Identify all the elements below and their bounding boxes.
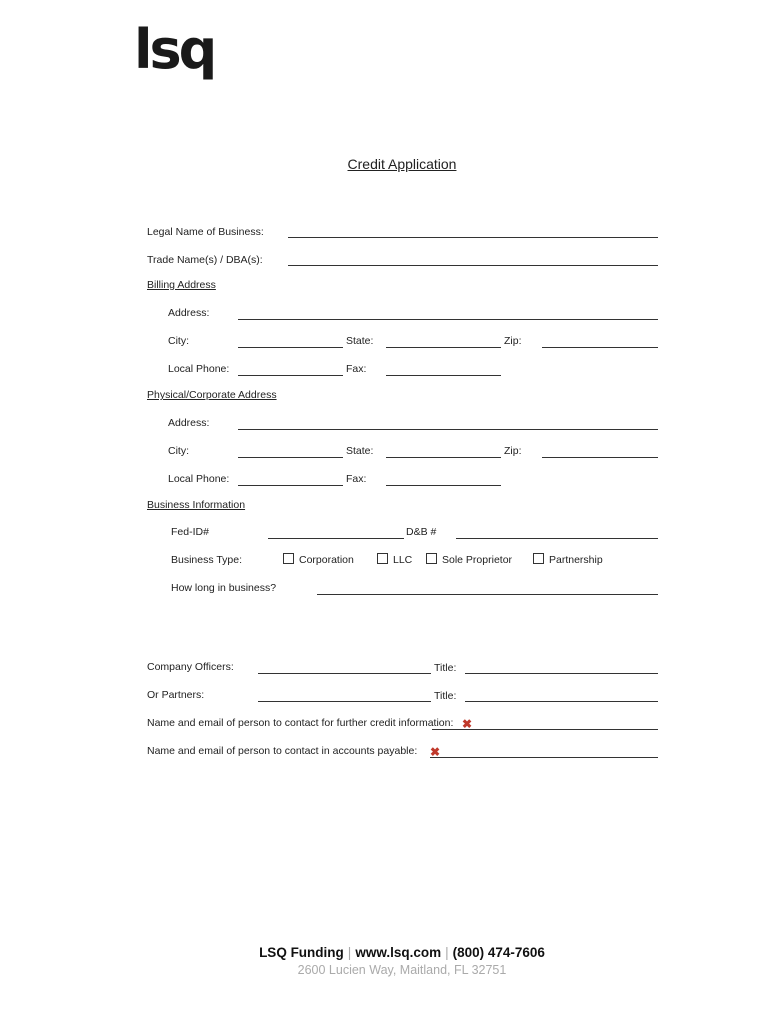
error-x-icon: ✖ [462, 717, 473, 731]
how-long-field[interactable] [317, 594, 658, 595]
company-officers-label: Company Officers: [147, 661, 234, 673]
business-type-label: Business Type: [171, 554, 243, 566]
credit-contact-field[interactable] [432, 729, 658, 730]
fed-id-field[interactable] [268, 538, 404, 539]
partner-title-label: Title: [434, 690, 457, 702]
trade-names-field[interactable] [288, 265, 658, 266]
physical-phone-label: Local Phone: [168, 473, 230, 485]
physical-city-field[interactable] [238, 457, 343, 458]
ap-contact-label: Name and email of person to contact in accounts payable: [147, 745, 418, 757]
partnership-checkbox[interactable] [533, 553, 544, 564]
physical-state-label: State: [346, 445, 374, 457]
lsq-logo: lsq [134, 18, 215, 81]
footer-website[interactable]: www.lsq.com [355, 945, 442, 960]
physical-address-heading: Physical/Corporate Address [147, 389, 277, 401]
billing-phone-field[interactable] [238, 375, 343, 376]
ap-contact-field[interactable] [430, 757, 658, 758]
physical-address-label: Address: [168, 417, 210, 429]
partners-field[interactable] [258, 701, 431, 702]
billing-fax-field[interactable] [386, 375, 501, 376]
billing-state-field[interactable] [386, 347, 501, 348]
partnership-label: Partnership [549, 554, 603, 566]
fed-id-label: Fed-ID# [171, 526, 209, 538]
billing-address-label: Address: [168, 307, 210, 319]
billing-city-field[interactable] [238, 347, 343, 348]
physical-fax-field[interactable] [386, 485, 501, 486]
physical-zip-label: Zip: [504, 445, 522, 457]
error-x-icon: ✖ [430, 745, 441, 759]
footer-address: 2600 Lucien Way, Maitland, FL 32751 [297, 963, 507, 977]
physical-state-field[interactable] [386, 457, 501, 458]
footer-phone: (800) 474-7606 [452, 945, 545, 960]
partner-title-field[interactable] [465, 701, 658, 702]
billing-zip-label: Zip: [504, 335, 522, 347]
llc-checkbox[interactable] [377, 553, 388, 564]
footer-company: LSQ Funding [259, 945, 344, 960]
sole-proprietor-checkbox[interactable] [426, 553, 437, 564]
footer-contact-line [0, 945, 770, 960]
footer-separator: | [347, 945, 352, 960]
physical-phone-field[interactable] [238, 485, 343, 486]
or-partners-label: Or Partners: [147, 689, 205, 701]
billing-city-label: City: [168, 335, 189, 347]
officer-title-field[interactable] [465, 673, 658, 674]
billing-zip-field[interactable] [542, 347, 658, 348]
billing-phone-label: Local Phone: [168, 363, 230, 375]
billing-address-field[interactable] [238, 319, 658, 320]
db-label: D&B # [406, 526, 437, 538]
corporation-label: Corporation [299, 554, 354, 566]
company-officers-field[interactable] [258, 673, 431, 674]
legal-name-field[interactable] [288, 237, 658, 238]
billing-fax-label: Fax: [346, 363, 367, 375]
officer-title-label: Title: [434, 662, 457, 674]
physical-city-label: City: [168, 445, 189, 457]
physical-address-field[interactable] [238, 429, 658, 430]
billing-address-heading: Billing Address [147, 279, 216, 291]
sole-proprietor-label: Sole Proprietor [442, 554, 513, 566]
db-field[interactable] [456, 538, 658, 539]
how-long-label: How long in business? [171, 582, 277, 594]
physical-fax-label: Fax: [346, 473, 367, 485]
page-title: Credit Application [347, 156, 457, 172]
business-info-heading: Business Information [147, 499, 246, 511]
legal-name-label: Legal Name of Business: [147, 226, 264, 238]
footer-separator: | [445, 945, 449, 960]
trade-names-label: Trade Name(s) / DBA(s): [147, 254, 263, 266]
corporation-checkbox[interactable] [283, 553, 294, 564]
credit-contact-label: Name and email of person to contact for further credit information: [147, 717, 454, 729]
billing-state-label: State: [346, 335, 374, 347]
llc-label: LLC [393, 554, 413, 566]
physical-zip-field[interactable] [542, 457, 658, 458]
